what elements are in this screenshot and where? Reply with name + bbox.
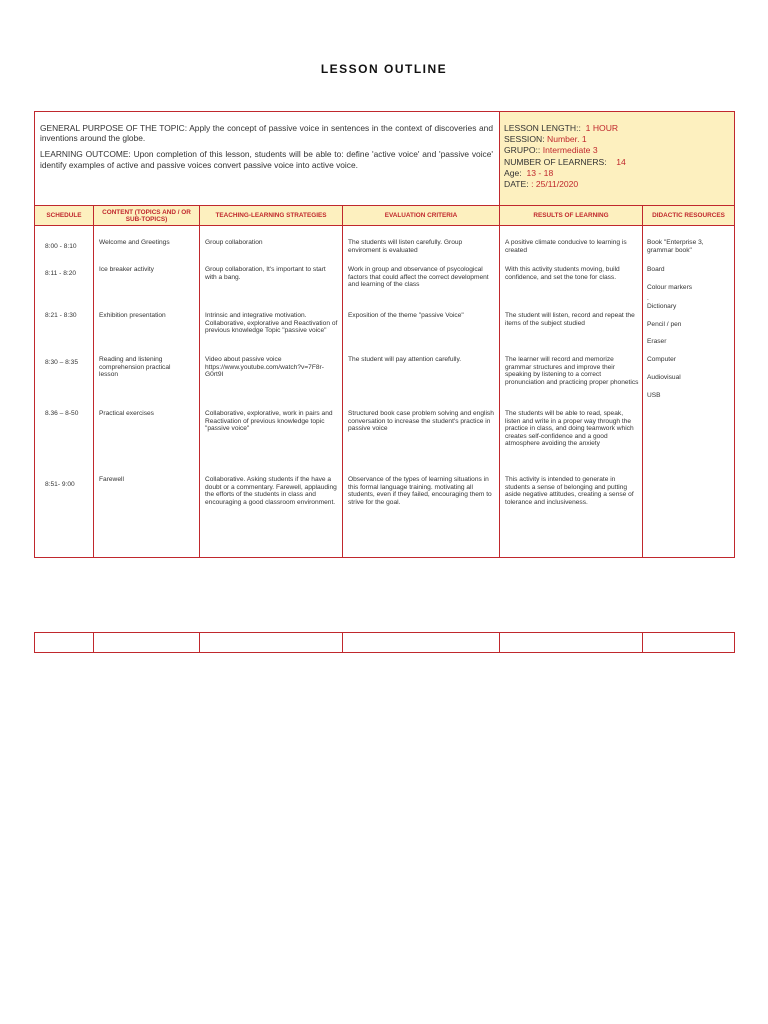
grupo-label: GRUPO:: [504,145,541,156]
date-label: DATE: [504,179,529,190]
resource-item: . [647,295,649,302]
learners-label: NUMBER OF LEARNERS: [504,156,607,167]
content-column [94,226,200,558]
content-cell: Practical exercises [99,410,154,417]
schedule-cell: 8:51- 9:00 [45,481,75,488]
evaluation-cell: Exposition of the theme "passive Voice" [348,312,464,319]
strategy-cell: Intrinsic and integrative motivation. Collaborative, explorative and Reactivation of previous knowledge Topic "passive voice" [205,312,338,335]
content-cell: Farewell [99,476,124,483]
result-cell: The student will listen, record and repeat the items of the subject studied [505,312,635,327]
schedule-cell: 8:11 - 8:20 [45,270,77,277]
age-label: Age: [504,167,522,178]
resource-item: Pencil / pen [647,321,682,328]
page-title: LESSON OUTLINE [320,62,448,76]
empty-continuation-row [34,632,735,653]
header-resources: DIDACTIC RESOURCES [643,206,735,226]
resource-item: Eraser [647,338,667,345]
result-cell: A positive climate conducive to learning is created [505,239,627,254]
content-cell: Welcome and Greetings [99,239,170,246]
empty-cell [200,633,343,653]
empty-cell [94,633,200,653]
result-cell: This activity is intended to generate in students a sense of belonging and putting aside negative attitudes, creating a sense of tolerance and inclusiveness. [505,476,634,506]
lesson-info-box [500,112,735,206]
results-column [500,226,643,558]
empty-cell [35,633,94,653]
general-purpose-label: GENERAL PURPOSE OF THE TOPIC: [40,123,188,133]
resources-column [643,226,735,558]
learning-outcome-label: LEARNING OUTCOME: [40,149,131,160]
schedule-cell: 8:00 - 8:10 [45,243,77,250]
header-results: RESULTS OF LEARNING [500,206,643,226]
lesson-length-label: LESSON LENGTH:: [504,123,581,133]
schedule-column [35,226,94,558]
header-schedule: SCHEDULE [35,206,94,226]
resource-item: Dictionary [647,303,677,310]
header-content: CONTENT (TOPICS AND / OR SUB-TOPICS) [94,206,200,226]
age-value: 13 - 18 [526,167,554,178]
purpose-section [35,112,500,206]
lesson-outline-table [34,111,735,558]
resource-item: Audiovisual [647,374,681,381]
session-value: Number. 1 [546,134,587,145]
strategy-cell: Group collaboration [205,239,263,246]
result-cell: The students will be able to read, speak, listen and write in a proper way through the practice in class, and doing teamwork which creates self-confidence and a good atmosphere avoiding the anxiety [505,410,634,448]
evaluation-cell: The student will pay attention carefully. [348,356,462,363]
evaluation-cell: Work in group and observance of psycological factors that could affect the correct development and learning of the class [348,266,489,289]
evaluation-column [343,226,500,558]
strategy-cell: Video about passive voice https://www.youtube.com/watch?v=7F8r-G0rt9I [205,356,324,379]
lesson-length-value: 1 HOUR [585,123,619,133]
result-cell: With this activity students moving, build confidence, and set the tone for class. [505,266,620,281]
strategy-cell: Group collaboration, It's important to start with a bang. [205,266,326,281]
empty-cell [500,633,643,653]
schedule-cell: 8:30 – 8:35 [45,359,78,366]
strategy-cell: Collaborative. Asking students if the have a doubt or a commentary. Farewell, applauding the efforts of the students in class and encouraging a good classroom environment. [205,476,337,506]
general-purpose-text: Apply the concept of passive voice in sentences in the context of discoveries and inventions around the globe. [40,123,493,144]
schedule-cell: 8:21 - 8:30 [45,312,77,319]
learners-value: 14 [616,156,626,167]
resource-item: Computer [647,356,676,363]
header-strategies: TEACHING-LEARNING STRATEGIES [200,206,343,226]
header-evaluation: EVALUATION CRITERIA [343,206,500,226]
resource-item: Colour markers [647,284,693,291]
date-value: : 25/11/2020 [531,179,579,190]
content-cell: Reading and listening comprehension practical lesson [99,356,171,379]
resource-item: Board [647,266,665,273]
strategies-column [200,226,343,558]
schedule-cell: 8.36 – 8-50 [45,410,79,417]
evaluation-cell: Structured book case problem solving and english conversation to increase the student's practice in passive voice [348,410,494,433]
learning-outcome-text: Upon completion of this lesson, students will be able to: define 'active voice' and 'passive voice' identify examples of active and passive voices convert passive voice into active voice. [40,149,493,170]
resource-item: Book "Enterprise 3, grammar book" [647,239,704,254]
empty-cell [343,633,500,653]
strategy-cell: Collaborative, explorative, work in pairs and Reactivation of previous knowledge topic "passive voice" [205,410,333,433]
session-label: SESSION: [504,134,545,145]
content-cell: Ice breaker activity [99,266,154,273]
evaluation-cell: The students will listen carefully. Group enviroment is evaluated [348,239,463,254]
result-cell: The learner will record and memorize grammar structures and improve their speaking by listening to a correct pronunciation and practicing proper phonetics [505,356,639,386]
grupo-value: Intermediate 3 [542,145,598,156]
resource-item: USB [647,392,661,399]
evaluation-cell: Observance of the types of learning situations in this formal language training. motivating all students, even if they failed, encouraging them to strive for the goal. [348,476,492,506]
empty-cell [643,633,735,653]
content-cell: Exhibition presentation [99,312,166,319]
